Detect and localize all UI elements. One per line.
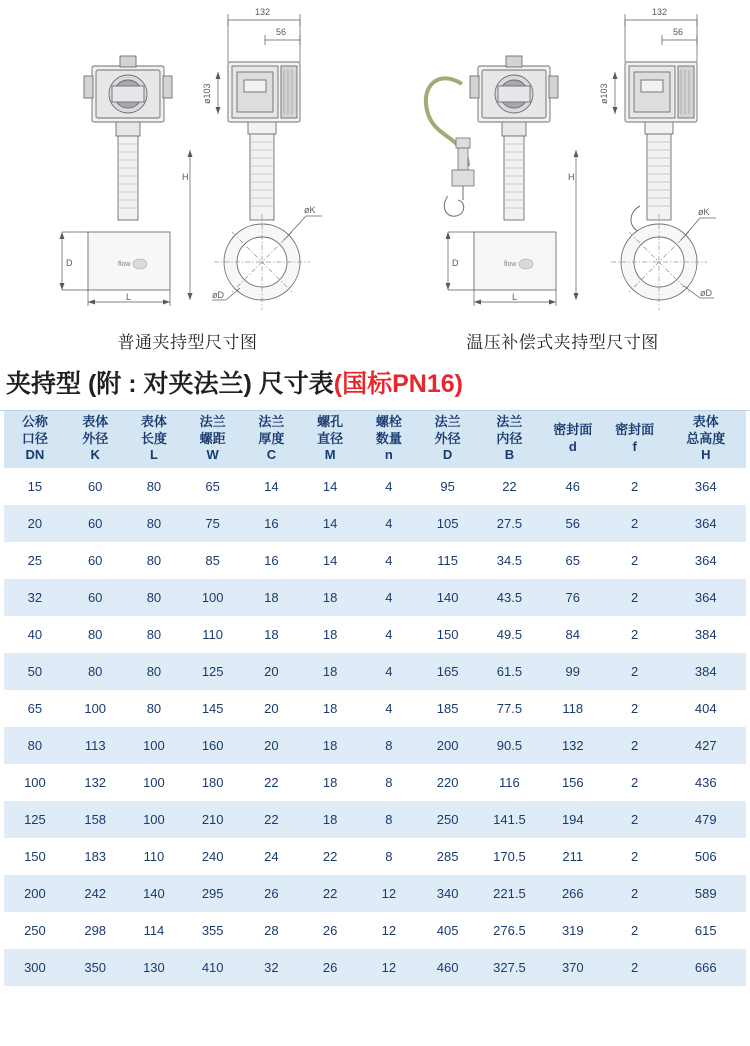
- table-cell: 99: [542, 653, 604, 690]
- table-cell: 250: [24, 922, 46, 938]
- svg-text:H: H: [182, 172, 189, 182]
- th-m: 螺孔 直径 M: [301, 411, 360, 468]
- table-cell: 132: [84, 774, 107, 790]
- table-cell: 16: [264, 552, 279, 568]
- table-cell: 4: [360, 505, 419, 542]
- svg-text:132: 132: [652, 7, 668, 17]
- table-cell: 156: [561, 774, 584, 790]
- table-cell: 250: [418, 801, 477, 838]
- left-drawing-group: [60, 7, 323, 310]
- table-cell: 4: [385, 700, 393, 716]
- svg-text:øK: øK: [698, 207, 710, 217]
- svg-text:øD: øD: [700, 288, 712, 298]
- table-row: [4, 912, 746, 949]
- table-cell: 80: [125, 505, 184, 542]
- table-cell: 80: [4, 727, 66, 764]
- table-cell: 2: [604, 653, 666, 690]
- table-cell: 118: [562, 700, 584, 716]
- table-cell: 158: [66, 801, 125, 838]
- table-cell: 12: [360, 875, 419, 912]
- table-cell: 370: [542, 949, 604, 986]
- table-cell: 300: [4, 949, 66, 986]
- table-row: [4, 949, 746, 986]
- table-cell: 114: [143, 922, 165, 938]
- table-cell: 80: [146, 626, 162, 642]
- table-cell: 100: [24, 774, 46, 790]
- table-cell: 18: [322, 774, 338, 790]
- table-cell: 18: [242, 579, 301, 616]
- table-cell: 327.5: [477, 949, 542, 986]
- table-cell: 28: [264, 922, 279, 938]
- table-cell: 220: [436, 774, 459, 790]
- table-cell: 364: [666, 505, 746, 542]
- table-cell: 242: [66, 875, 125, 912]
- table-cell: 364: [694, 478, 717, 494]
- th-n: 螺栓 数量 n: [360, 411, 419, 468]
- svg-text:flow: flow: [504, 261, 517, 268]
- table-cell: 8: [385, 774, 393, 790]
- table-cell: 141.5: [477, 801, 542, 838]
- table-cell: 132: [542, 727, 604, 764]
- page-title-accent: (国标PN16): [333, 370, 463, 398]
- table-cell: 666: [666, 949, 746, 986]
- right-drawing-group: [426, 7, 716, 310]
- table-cell: 80: [125, 579, 184, 616]
- th-b: 法兰 内径 B: [477, 411, 542, 468]
- table-cell: 145: [201, 700, 224, 716]
- page-title: [0, 360, 750, 410]
- table-cell: 2: [631, 774, 639, 790]
- table-row: [4, 616, 746, 653]
- table-cell: 266: [542, 875, 604, 912]
- table-cell: 77.5: [496, 700, 523, 716]
- table-cell: 80: [146, 700, 162, 716]
- table-cell: 100: [143, 774, 165, 790]
- svg-text:D: D: [452, 258, 459, 268]
- table-row: [4, 875, 746, 912]
- svg-text:L: L: [126, 292, 132, 302]
- table-cell: 4: [385, 626, 393, 642]
- table-cell: 49.5: [496, 626, 523, 642]
- table-cell: 12: [360, 949, 419, 986]
- table-cell: 4: [385, 478, 393, 494]
- table-cell: 22: [242, 801, 301, 838]
- table-cell: 56: [542, 505, 604, 542]
- table-cell: 2: [631, 478, 639, 494]
- table-cell: 24: [264, 848, 279, 864]
- table-cell: 100: [125, 727, 184, 764]
- table-cell: 125: [183, 653, 242, 690]
- table-cell: 2: [631, 700, 639, 716]
- table-cell: 140: [125, 875, 184, 912]
- table-cell: 43.5: [477, 579, 542, 616]
- drawings-svg: [0, 0, 750, 320]
- svg-text:H: H: [568, 172, 575, 182]
- table-cell: 22: [322, 848, 338, 864]
- table-cell: 16: [242, 505, 301, 542]
- table-cell: 80: [146, 552, 162, 568]
- table-cell: 2: [604, 727, 666, 764]
- table-cell: 100: [125, 801, 184, 838]
- table-cell: 8: [385, 848, 393, 864]
- svg-text:L: L: [512, 292, 518, 302]
- table-cell: 2: [631, 922, 639, 938]
- table-cell: 2: [604, 505, 666, 542]
- table-cell: 14: [322, 478, 338, 494]
- table-cell: 2: [604, 875, 666, 912]
- table-cell: 18: [322, 700, 338, 716]
- table-cell: 200: [418, 727, 477, 764]
- table-cell: 20: [242, 653, 301, 690]
- table-cell: 479: [666, 801, 746, 838]
- table-cell: 84: [565, 626, 581, 642]
- table-cell: 4: [385, 552, 393, 568]
- table-cell: 340: [418, 875, 477, 912]
- table-cell: 22: [264, 774, 279, 790]
- th-l: 表体 长度 L: [125, 411, 184, 468]
- table-cell: 160: [183, 727, 242, 764]
- svg-text:øD: øD: [212, 290, 224, 300]
- table-cell: 80: [66, 653, 125, 690]
- table-header-row: [4, 411, 746, 468]
- table-cell: 26: [242, 875, 301, 912]
- table-cell: 95: [440, 478, 455, 494]
- spec-table: [4, 411, 746, 986]
- table-cell: 65: [27, 700, 43, 716]
- th-seal-d: 密封面 d: [542, 411, 604, 468]
- table-cell: 65: [565, 552, 581, 568]
- table-cell: 364: [666, 579, 746, 616]
- svg-text:56: 56: [276, 27, 287, 37]
- table-cell: 2: [604, 801, 666, 838]
- table-cell: 20: [264, 700, 279, 716]
- table-cell: 60: [66, 505, 125, 542]
- table-cell: 427: [666, 727, 746, 764]
- table-cell: 85: [205, 552, 220, 568]
- table-row: [4, 579, 746, 616]
- table-cell: 40: [27, 626, 43, 642]
- table-cell: 113: [66, 727, 125, 764]
- table-cell: 2: [631, 848, 639, 864]
- svg-text:ø103: ø103: [202, 83, 212, 104]
- table-cell: 61.5: [477, 653, 542, 690]
- table-cell: 18: [301, 579, 360, 616]
- table-cell: 65: [205, 478, 220, 494]
- table-row: [4, 727, 746, 764]
- table-cell: 60: [87, 552, 103, 568]
- table-cell: 18: [301, 801, 360, 838]
- table-cell: 80: [87, 626, 103, 642]
- table-cell: 276.5: [493, 922, 526, 938]
- spec-table-wrap: [0, 410, 750, 986]
- svg-text:D: D: [66, 258, 73, 268]
- table-cell: 32: [4, 579, 66, 616]
- table-cell: 12: [381, 922, 397, 938]
- table-row: [4, 542, 746, 579]
- table-cell: 405: [436, 922, 459, 938]
- svg-text:56: 56: [673, 27, 684, 37]
- table-cell: 18: [301, 727, 360, 764]
- table-cell: 404: [694, 700, 717, 716]
- table-cell: 185: [436, 700, 459, 716]
- table-cell: 18: [301, 653, 360, 690]
- table-cell: 75: [183, 505, 242, 542]
- table-cell: 384: [694, 626, 717, 642]
- table-cell: 110: [202, 626, 224, 642]
- table-row: [4, 468, 746, 505]
- table-cell: 589: [666, 875, 746, 912]
- table-cell: 240: [201, 848, 224, 864]
- table-cell: 110: [143, 848, 165, 864]
- table-cell: 14: [322, 552, 338, 568]
- table-cell: 506: [694, 848, 717, 864]
- table-cell: 80: [146, 478, 162, 494]
- table-cell: 183: [84, 848, 107, 864]
- table-cell: 100: [84, 700, 107, 716]
- table-cell: 8: [360, 801, 419, 838]
- table-cell: 295: [183, 875, 242, 912]
- table-cell: 60: [66, 579, 125, 616]
- spec-table-head: [4, 411, 746, 468]
- table-cell: 615: [694, 922, 717, 938]
- table-cell: 100: [183, 579, 242, 616]
- table-cell: 150: [24, 848, 46, 864]
- table-cell: 355: [201, 922, 224, 938]
- table-cell: 194: [542, 801, 604, 838]
- table-cell: 298: [84, 922, 107, 938]
- table-cell: 14: [264, 478, 279, 494]
- table-cell: 15: [27, 478, 43, 494]
- th-c: 法兰 厚度 C: [242, 411, 301, 468]
- table-cell: 165: [418, 653, 477, 690]
- table-cell: 285: [436, 848, 459, 864]
- table-cell: 14: [301, 505, 360, 542]
- th-dn: 公称 口径 DN: [4, 411, 66, 468]
- table-cell: 350: [66, 949, 125, 986]
- drawing-captions: [0, 320, 750, 360]
- table-cell: 26: [301, 949, 360, 986]
- table-cell: 26: [322, 922, 338, 938]
- table-cell: 4: [360, 653, 419, 690]
- table-cell: 105: [418, 505, 477, 542]
- table-cell: 46: [565, 478, 581, 494]
- spec-table-body: [4, 468, 746, 986]
- table-cell: 90.5: [477, 727, 542, 764]
- th-seal-f: 密封面 f: [604, 411, 666, 468]
- table-cell: 2: [604, 579, 666, 616]
- page-title-main: 夹持型 (附 : 对夹法兰) 尺寸表: [6, 370, 334, 398]
- table-row: [4, 801, 746, 838]
- table-cell: 20: [4, 505, 66, 542]
- th-d-outer: 法兰 外径 D: [418, 411, 477, 468]
- table-cell: 221.5: [477, 875, 542, 912]
- dimension-drawings: [0, 0, 750, 320]
- table-cell: 200: [4, 875, 66, 912]
- table-cell: 170.5: [493, 848, 526, 864]
- table-cell: 25: [27, 552, 43, 568]
- table-cell: 410: [183, 949, 242, 986]
- table-cell: 115: [437, 552, 458, 568]
- table-cell: 130: [125, 949, 184, 986]
- table-cell: 4: [360, 579, 419, 616]
- table-cell: 2: [604, 949, 666, 986]
- th-total-height: 表体 总高度 H: [666, 411, 746, 468]
- table-cell: 2: [631, 626, 639, 642]
- table-row: [4, 690, 746, 727]
- table-cell: 2: [631, 552, 639, 568]
- table-cell: 60: [87, 478, 103, 494]
- table-cell: 34.5: [496, 552, 523, 568]
- table-row: [4, 505, 746, 542]
- table-cell: 8: [360, 727, 419, 764]
- table-cell: 436: [694, 774, 717, 790]
- table-cell: 125: [4, 801, 66, 838]
- table-cell: 27.5: [477, 505, 542, 542]
- table-cell: 364: [694, 552, 717, 568]
- svg-text:132: 132: [255, 7, 271, 17]
- table-cell: 150: [436, 626, 459, 642]
- svg-text:øK: øK: [304, 205, 316, 215]
- table-cell: 32: [242, 949, 301, 986]
- table-cell: 460: [418, 949, 477, 986]
- svg-text:flow: flow: [118, 261, 131, 268]
- table-cell: 319: [561, 922, 584, 938]
- table-cell: 116: [499, 774, 520, 790]
- table-row: [4, 653, 746, 690]
- table-cell: 20: [242, 727, 301, 764]
- table-cell: 210: [183, 801, 242, 838]
- table-cell: 211: [562, 848, 584, 864]
- table-cell: 180: [201, 774, 224, 790]
- table-cell: 50: [4, 653, 66, 690]
- table-cell: 22: [301, 875, 360, 912]
- table-cell: 140: [418, 579, 477, 616]
- table-row: [4, 764, 746, 801]
- table-cell: 22: [502, 478, 517, 494]
- table-row: [4, 838, 746, 875]
- caption-plain-clamp: 普通夹持型尺寸图: [117, 332, 258, 352]
- table-cell: 76: [542, 579, 604, 616]
- table-cell: 80: [125, 653, 184, 690]
- table-cell: 384: [666, 653, 746, 690]
- table-cell: 18: [322, 626, 338, 642]
- th-w: 法兰 螺距 W: [183, 411, 242, 468]
- svg-text:ø103: ø103: [599, 83, 609, 104]
- caption-compensated-clamp: 温压补偿式夹持型尺寸图: [466, 332, 659, 352]
- th-k: 表体 外径 K: [66, 411, 125, 468]
- table-cell: 18: [264, 626, 279, 642]
